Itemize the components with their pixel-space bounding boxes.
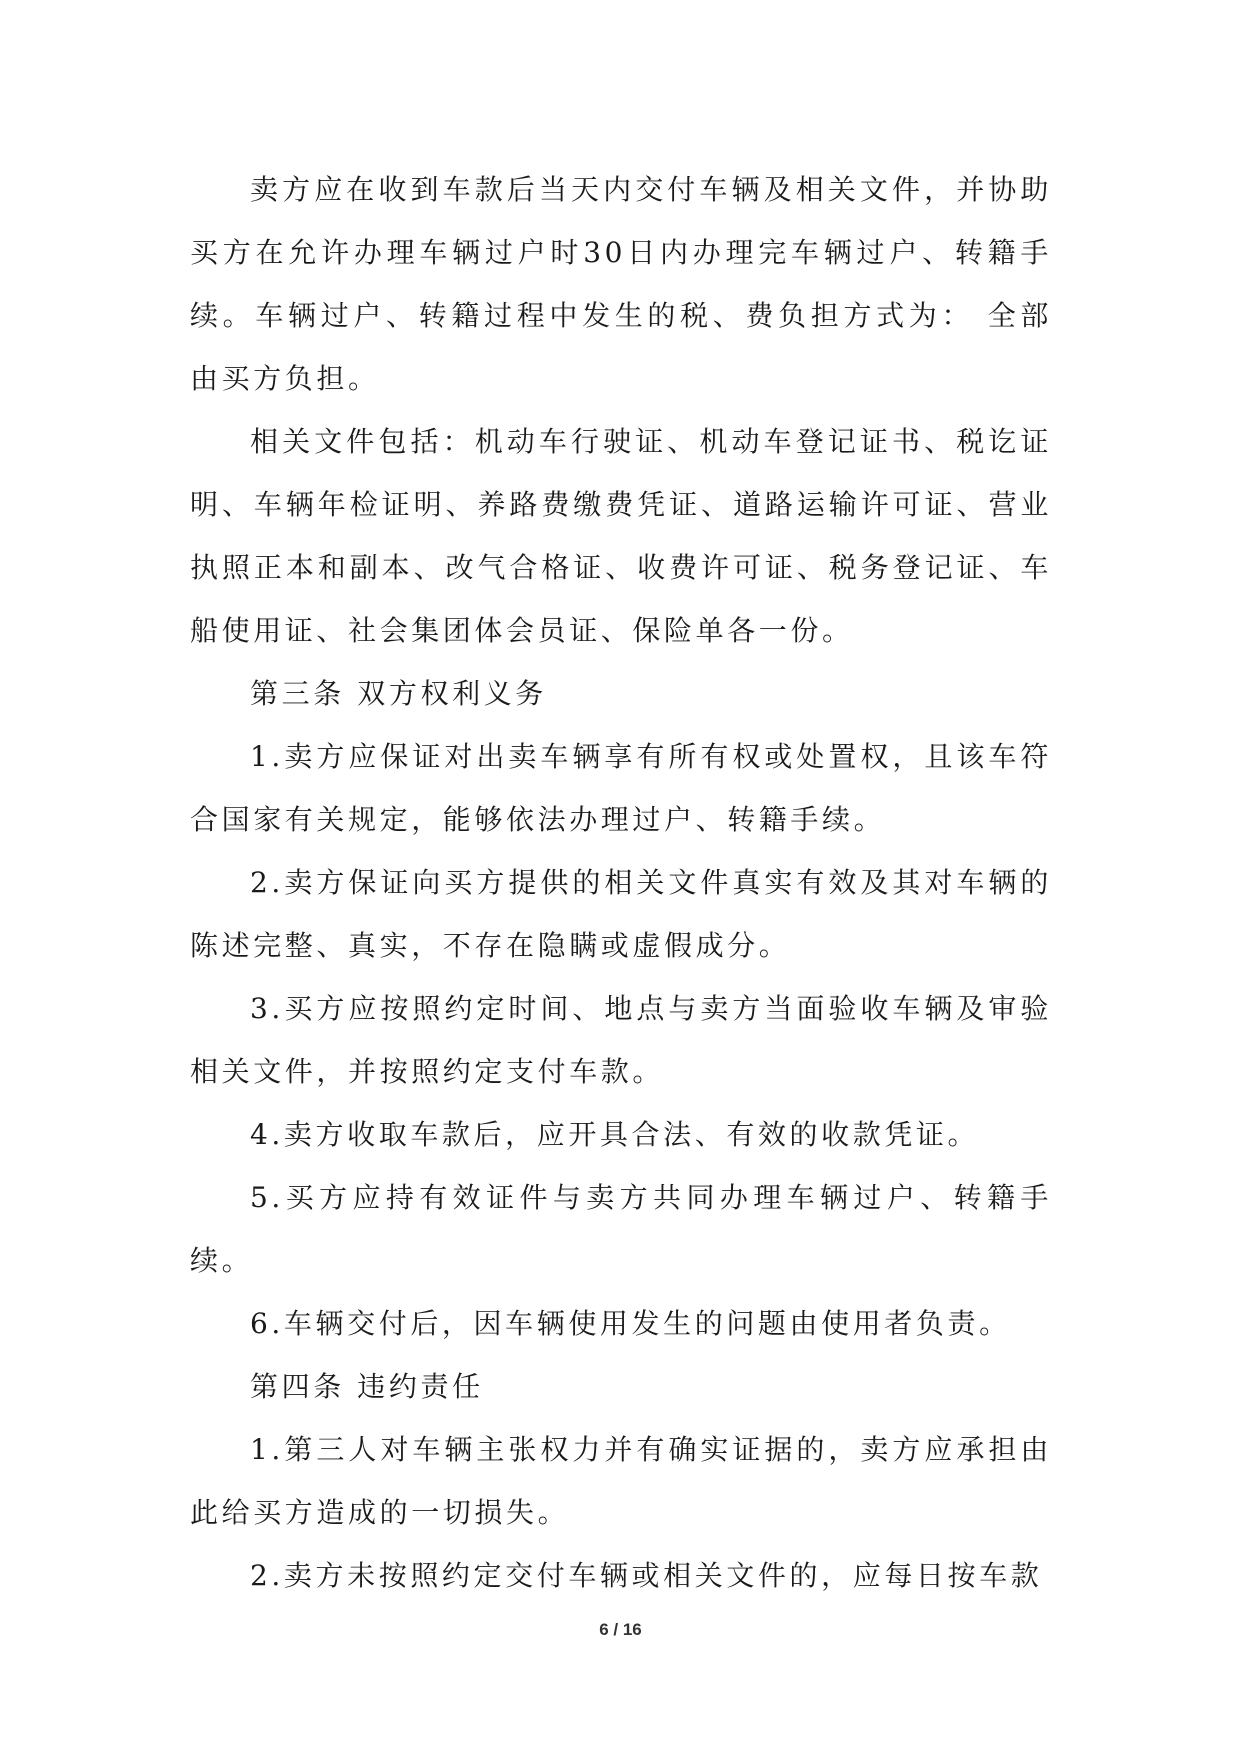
paragraph-delivery-terms: 卖方应在收到车款后当天内交付车辆及相关文件，并协助买方在允许办理车辆过户时30日内办理完车辆过户、转籍手续。车辆过户、转籍过程中发生的税、费负担方式为： 全部由买方负担。 — [190, 173, 1052, 395]
section-heading-article-3: 第三条 双方权利义务 — [250, 677, 547, 710]
page-number: 6 / 16 — [599, 1620, 642, 1639]
clause-3-5: 5.买方应持有效证件与卖方共同办理车辆过户、转籍手续。 — [190, 1181, 1052, 1277]
clause-3-2: 2.卖方保证向买方提供的相关文件真实有效及其对车辆的陈述完整、真实，不存在隐瞒或虚假成分。 — [190, 866, 1052, 962]
section-heading-article-4: 第四条 违约责任 — [250, 1370, 484, 1403]
document-body — [190, 158, 1052, 1607]
clause-4-1: 1.第三人对车辆主张权力并有确实证据的，卖方应承担由此给买方造成的一切损失。 — [190, 1433, 1052, 1529]
clause-3-1: 1.卖方应保证对出卖车辆享有所有权或处置权，且该车符合国家有关规定，能够依法办理过户、转籍手续。 — [190, 740, 1052, 836]
clause-3-4: 4.卖方收取车款后，应开具合法、有效的收款凭证。 — [250, 1118, 980, 1151]
clause-4-2: 2.卖方未按照约定交付车辆或相关文件的，应每日按车款 — [250, 1559, 1043, 1592]
clause-3-3: 3.买方应按照约定时间、地点与卖方当面验收车辆及审验相关文件，并按照约定支付车款。 — [190, 992, 1052, 1088]
paragraph-related-documents: 相关文件包括：机动车行驶证、机动车登记证书、税讫证明、车辆年检证明、养路费缴费凭证、道路运输许可证、营业执照正本和副本、改气合格证、收费许可证、税务登记证、车船使用证、社会集团体会员证、保险单各一份。 — [190, 425, 1052, 647]
clause-3-6: 6.车辆交付后，因车辆使用发生的问题由使用者负责。 — [250, 1307, 1011, 1340]
